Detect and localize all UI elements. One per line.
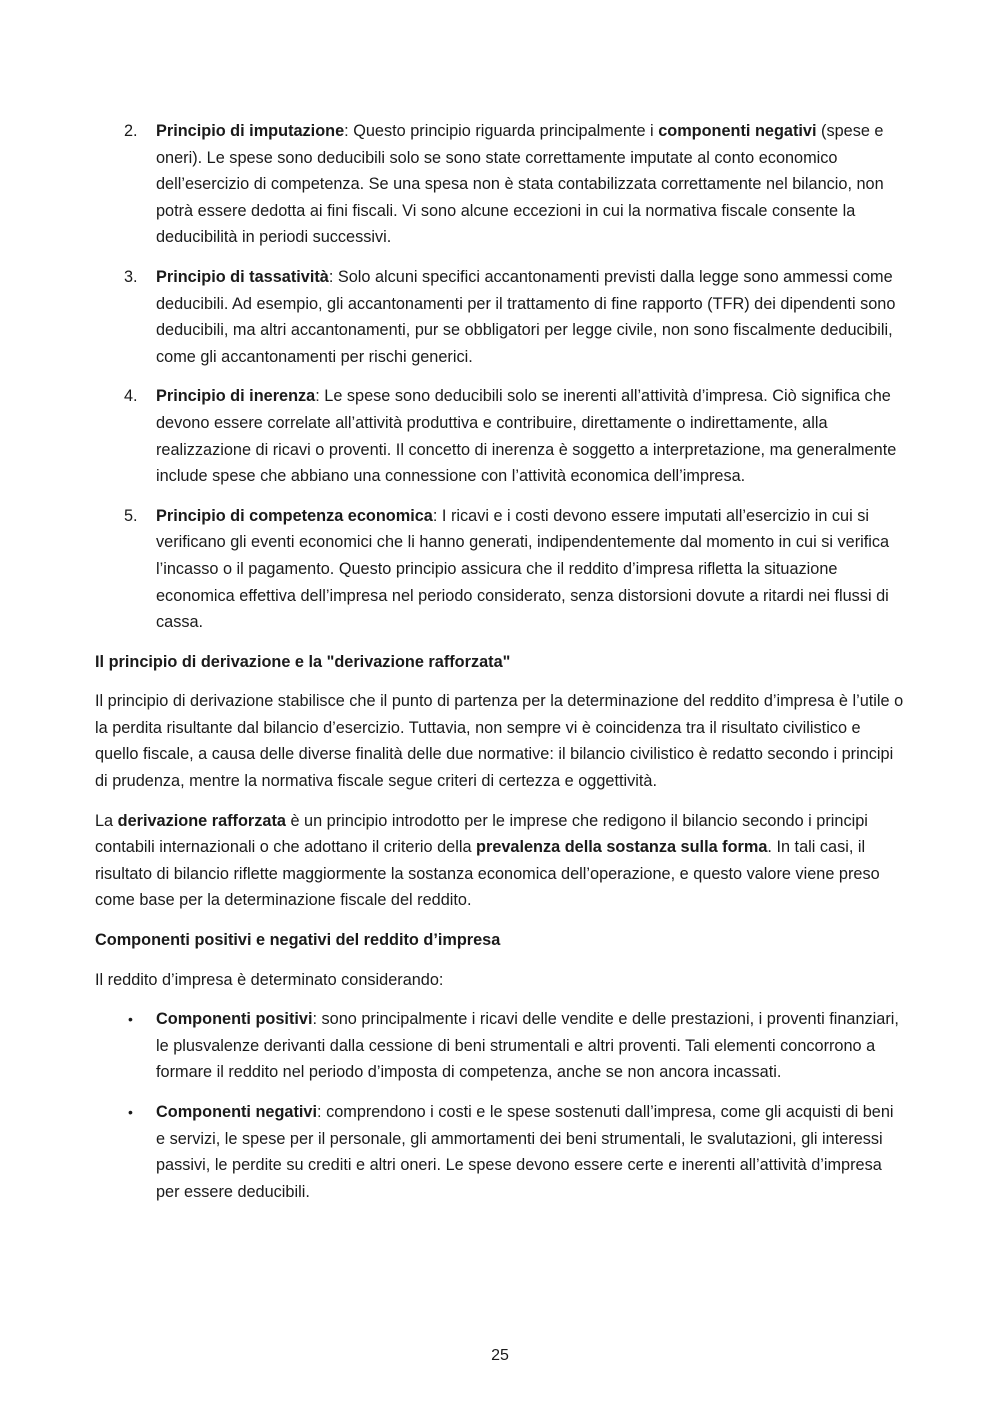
component-text: : comprendono i costi e le spese sostenuti dall’impresa, come gli acquisti di beni e servizi, le spese per il personale, gli ammortamenti dei beni strumentali, le svalutazioni, gli interessi passivi, le perdite su crediti e altri oneri. Le spese devono essere certe e inerenti all’attività d’impresa per essere deducibili. xyxy=(156,1103,894,1201)
principle-text-continued: (spese e oneri). Le spese sono deducibili solo se sono state correttamente imputate al conto economico dell’esercizio di competenza. Se una spesa non è stata contabilizzata correttamente nel bilancio, non potrà essere dedotta ai fini fiscali. Vi sono alcune eccezioni in cui la normativa fiscale consente la deducibilità in periodi successivi. xyxy=(156,122,884,247)
list-item-componenti-positivi xyxy=(95,1006,907,1086)
text-run: La xyxy=(95,811,118,830)
principle-text: : Questo principio riguarda principalmente i xyxy=(344,122,659,140)
bullet-icon: • xyxy=(128,1011,133,1028)
list-item-principio-competenza xyxy=(95,503,907,636)
section-heading-componenti: Componenti positivi e negativi del reddito d’impresa xyxy=(95,931,501,950)
component-text: : sono principalmente i ricavi delle vendite e delle prestazioni, i proventi finanziari, le plusvalenze derivanti dalla cessione di beni strumentali e altri proventi. Tali elementi concorrono a formare il reddito nel periodo d’imposta di competenza, anche se non ancora incassati. xyxy=(156,1010,899,1082)
paragraph-derivazione: Il principio di derivazione stabilisce che il punto di partenza per la determinazione del reddito d’impresa è l’utile o la perdita risultante dal bilancio d’esercizio. Tuttavia, non sempre vi è coincidenza tra il risultato civilistico e quello fiscale, a causa delle diverse finalità delle due normative: il bilancio civilistico è redatto secondo i principi di prudenza, mentre la normativa fiscale segue criteri di certezza e oggettività. xyxy=(95,692,904,791)
list-number: 3. xyxy=(124,267,138,286)
list-item-principio-tassativita xyxy=(95,264,907,370)
document-page xyxy=(95,118,907,1218)
page-number: 25 xyxy=(491,1347,509,1364)
bullet-icon: • xyxy=(128,1104,133,1120)
list-item-componenti-negativi xyxy=(95,1099,907,1205)
principle-title: Principio di tassatività xyxy=(156,267,329,286)
principle-text: : Solo alcuni specifici accantonamenti previsti dalla legge sono ammessi come deducibili. Ad esempio, gli accantonamenti per il trattamento di fine rapporto (TFR) dei dipendenti sono deducibili, ma altri accantonamenti, pur se obbligatori per legge civile, non sono fiscalmente deducibili, come gli accantonamenti per rischi generici. xyxy=(156,267,896,366)
list-item-principio-inerenza xyxy=(95,383,907,489)
text-run: è un principio introdotto per le imprese che redigono il bilancio secondo i principi contabili internazionali o che adottano il criterio della xyxy=(95,811,868,857)
principle-emphasis: componenti negativi xyxy=(658,122,817,140)
section-heading-derivazione: Il principio di derivazione e la "derivazione rafforzata" xyxy=(95,652,511,671)
list-number: 4. xyxy=(124,387,138,406)
paragraph-derivazione-rafforzata xyxy=(95,808,907,914)
list-item-principio-imputazione xyxy=(95,118,907,251)
principle-text: : Le spese sono deducibili solo se inerenti all’attività d’impresa. Ciò significa che devono essere correlate all’attività produttiva e contribuire, direttamente o indirettamente, alla realizzazione di ricavi o proventi. Il concetto di inerenza è soggetto a interpretazione, ma generalmente include spese che abbiano una connessione con l’attività economica dell’impresa. xyxy=(156,387,897,486)
list-number: 2. xyxy=(124,122,138,140)
principle-title: Principio di competenza economica xyxy=(156,506,433,525)
principle-title: Principio di imputazione xyxy=(156,122,345,140)
componenti-list xyxy=(95,1006,907,1205)
term-derivazione-rafforzata: derivazione rafforzata xyxy=(117,811,286,830)
component-title: Componenti positivi xyxy=(156,1010,313,1029)
principle-text: : I ricavi e i costi devono essere imputati all’esercizio in cui si verificano gli eventi economici che li hanno generati, indipendentemente dal momento in cui si verifica l’incasso o il pagamento. Questo principio assicura che il reddito d’impresa rifletta la situazione economica effettiva dell’impresa nel periodo considerato, senza distorsioni dovute a ritardi nei flussi di cassa. xyxy=(156,506,890,632)
principles-list xyxy=(95,118,907,636)
paragraph-componenti-intro: Il reddito d’impresa è determinato considerando: xyxy=(95,970,444,989)
principle-title: Principio di inerenza xyxy=(156,387,316,406)
text-run: . In tali casi, il risultato di bilancio riflette maggiormente la sostanza economica dell’operazione, e questo valore viene preso come base per la determinazione fiscale del reddito. xyxy=(95,838,880,910)
list-number: 5. xyxy=(124,506,138,525)
component-title: Componenti negativi xyxy=(156,1103,318,1121)
term-prevalenza-sostanza: prevalenza della sostanza sulla forma xyxy=(476,838,768,857)
